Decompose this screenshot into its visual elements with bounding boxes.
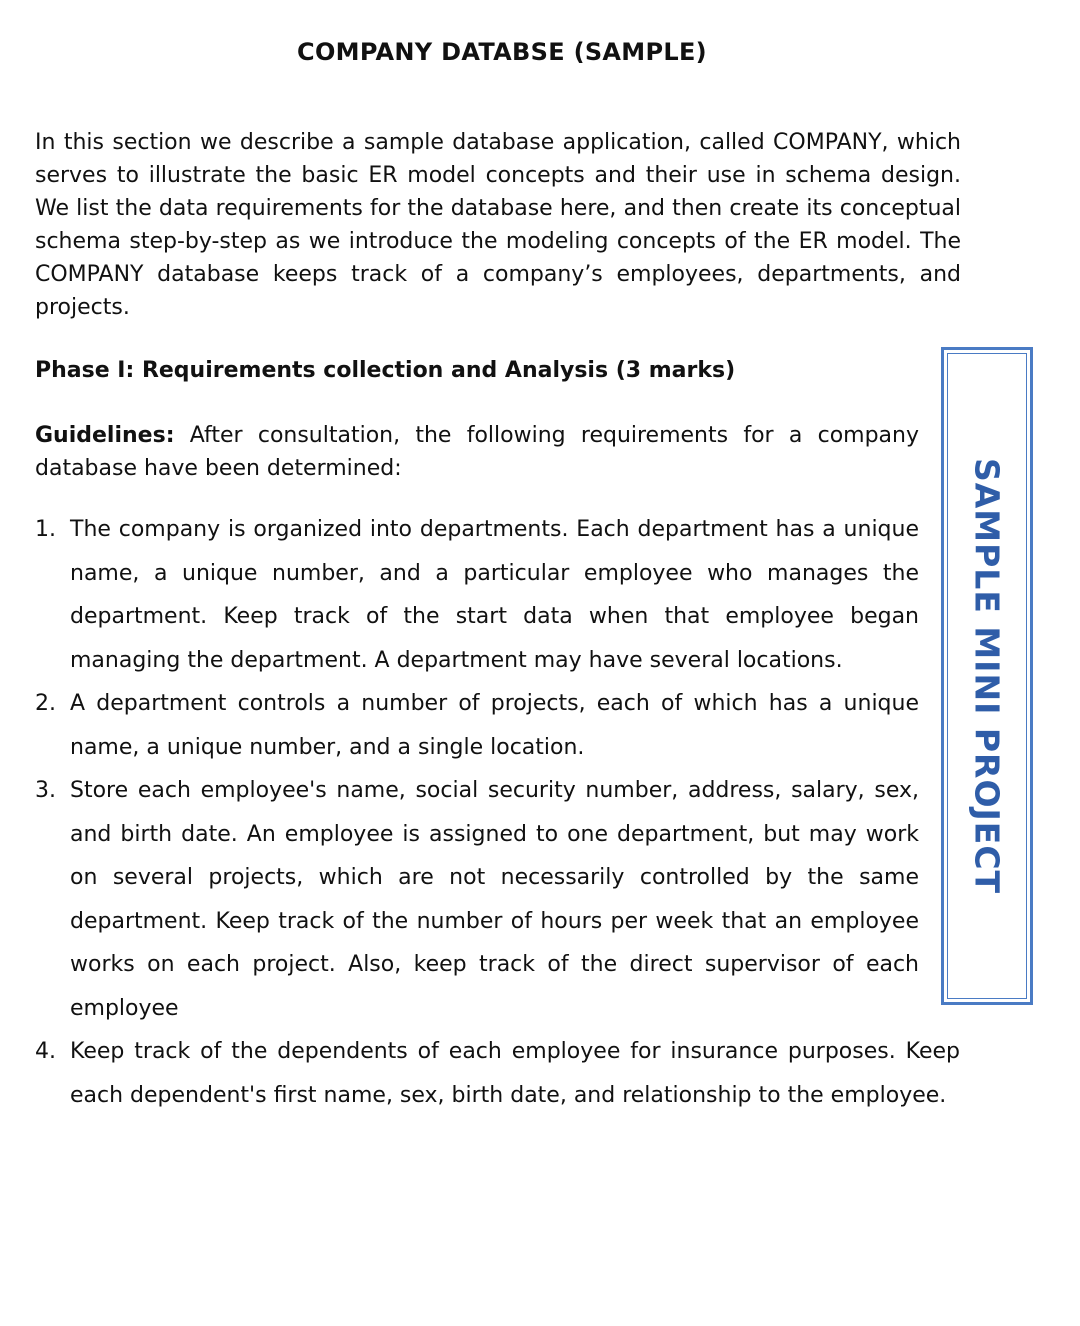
requirement-number: 1. [35,517,56,542]
requirement-item [35,682,919,769]
requirements-list [35,508,960,1117]
guidelines-label: Guidelines: [35,423,175,448]
requirement-item [35,508,919,682]
intro-paragraph: In this section we describe a sample database application, called COMPANY, which serves to illustrate the basic ER model concepts and their use in schema design. We list the data requirements for the database here, and then create its conceptual schema step-by-step as we introduce the modeling concepts of the ER model. The COMPANY database keeps track of a company’s employees, departments, and projects. [35,130,961,320]
requirement-number: 3. [35,778,56,803]
requirement-item [35,1030,960,1117]
requirement-text: Store each employee's name, social security number, address, salary, sex, and birth date. An employee is assigned to one department, but may work on several projects, which are not necessarily controlled by the same department. Keep track of the number of hours per week that an employee works on each project. Also, keep track of the direct supervisor of each employee [70,778,919,1021]
side-banner-label: SAMPLE MINI PROJECT [967,457,1007,895]
requirement-item [35,769,919,1030]
requirement-text: Keep track of the dependents of each employee for insurance purposes. Keep each dependent's first name, sex, birth date, and relationship to the employee. [70,1039,960,1108]
guidelines-text: After consultation, the following requirements for a company database have been determined: [35,423,919,481]
requirement-text: The company is organized into departments. Each department has a unique name, a unique number, and a particular employee who manages the department. Keep track of the start data when that employee began managing the department. A department may have several locations. [70,517,919,673]
requirement-number: 2. [35,691,56,716]
document-title: COMPANY DATABSE (SAMPLE) [297,38,707,66]
guidelines-paragraph [35,419,919,485]
requirement-number: 4. [35,1039,56,1064]
phase-heading: Phase I: Requirements collection and Analysis (3 marks) [35,358,736,383]
requirement-text: A department controls a number of projects, each of which has a unique name, a unique number, and a single location. [70,691,919,760]
side-banner [941,347,1033,1005]
